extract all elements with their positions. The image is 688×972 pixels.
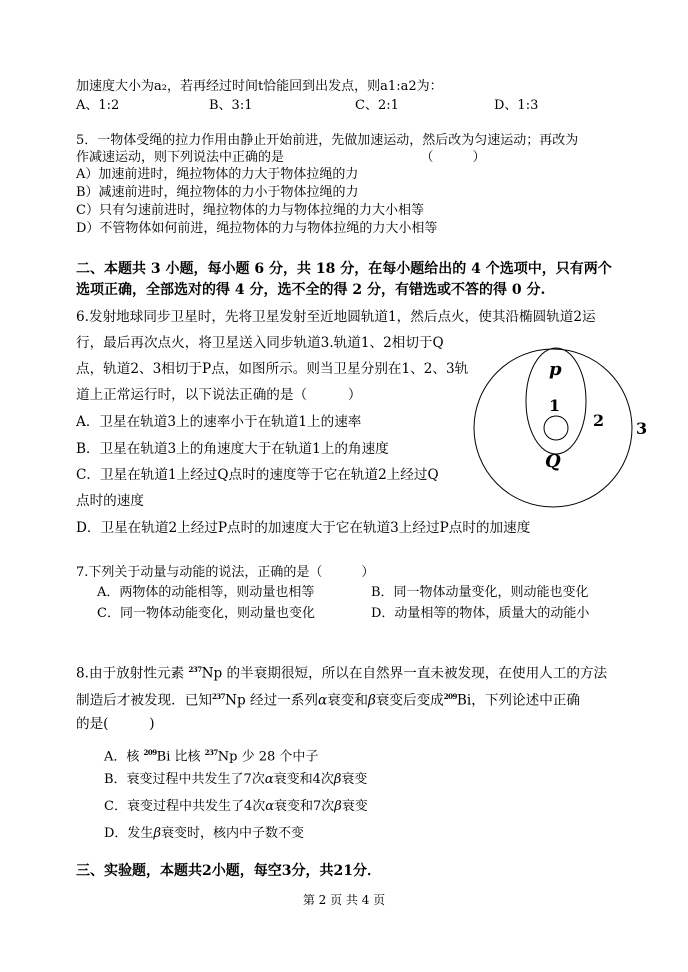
q6-stem-line1: 6.发射地球同步卫星时，先将卫星发射至近地圆轨道1，然后点火，使其沿椭圆轨道2运 bbox=[76, 309, 596, 325]
q8-text: 8.由于放射性元素 bbox=[76, 665, 189, 682]
beta-symbol: β bbox=[153, 826, 161, 841]
label-q: Q bbox=[545, 451, 561, 472]
q8-text: 衰变时，核内中子数不变 bbox=[160, 826, 304, 841]
beta-symbol: β bbox=[334, 799, 342, 814]
q8-text: 比核 bbox=[170, 749, 205, 765]
q7-option-b: B．同一物体动量变化，则动能也变化 bbox=[371, 585, 589, 600]
q6-option-c: C．卫星在轨道1上经过Q点时的速度等于它在轨道2上经过Q bbox=[76, 467, 439, 483]
label-3: 3 bbox=[636, 419, 648, 438]
q8-option-b bbox=[104, 771, 367, 788]
np-mass-number: 237 bbox=[188, 665, 202, 674]
q8-text: 衰变和7次 bbox=[274, 799, 335, 814]
q5-stem-line2: 作减速运动，则下列说法中正确的是 （ ） bbox=[76, 150, 486, 165]
q5-stem-line1: 5．一物体受绳的拉力作用由静止开始前进，先做加速运动，然后改为匀速运动；再改为 bbox=[76, 133, 579, 148]
q8-text: 衰变和 bbox=[327, 692, 368, 709]
q7-option-a: A．两物体的动能相等，则动量也相等 bbox=[97, 585, 315, 600]
q6-stem-line4: 道上正常运行时，以下说法正确的是（ ） bbox=[76, 387, 362, 403]
bi-symbol: Bi bbox=[156, 749, 171, 765]
q8-text: 衰变 bbox=[341, 772, 368, 787]
q8-text: 衰变和4次 bbox=[273, 772, 334, 787]
np-mass-number: 237 bbox=[204, 748, 218, 757]
q7-option-c: C．同一物体动能变化，则动量也变化 bbox=[97, 606, 315, 621]
q4-option-c: C、2:1 bbox=[355, 98, 399, 113]
q8-option-c bbox=[104, 798, 368, 815]
q8-text: 衰变 bbox=[341, 799, 368, 814]
q8-text: 制造后才被发现．已知 bbox=[76, 692, 212, 709]
label-1: 1 bbox=[549, 396, 561, 415]
q6-option-a: A．卫星在轨道3上的速率小于在轨道1上的速率 bbox=[76, 414, 362, 430]
bi-mass-number: 209 bbox=[143, 748, 157, 757]
bi-symbol: Bi bbox=[456, 692, 472, 709]
np-symbol: Np bbox=[217, 749, 238, 765]
q4-option-d: D、1:3 bbox=[494, 98, 539, 113]
q8-text: D．发生 bbox=[104, 826, 154, 841]
page-footer: 第 2 页 共 4 页 bbox=[302, 893, 386, 907]
q8-text: ，下列论述中正确 bbox=[471, 692, 580, 709]
q6-option-c-cont: 点时的速度 bbox=[76, 493, 144, 509]
q7-option-d: D．动量相等的物体，质量大的动能小 bbox=[371, 606, 590, 621]
alpha-symbol: α bbox=[265, 799, 274, 814]
q8-text: C．衰变过程中共发生了4次 bbox=[104, 799, 266, 814]
q8-text: 的半衰期很短，所以在自然界一直未被发现，在使用人工的方法 bbox=[222, 665, 608, 682]
q8-stem-line3: 的是( ) bbox=[76, 716, 155, 732]
q5-option-a: A）加速前进时，绳拉物体的力大于物体拉绳的力 bbox=[76, 167, 359, 182]
label-2: 2 bbox=[593, 411, 605, 430]
bi-mass-number: 209 bbox=[443, 692, 457, 701]
section2-heading-line1: 二、本题共 3 小题，每小题 6 分，共 18 分，在每小题给出的 4 个选项中，只有两个 bbox=[76, 261, 612, 277]
q5-option-b: B）减速前进时，绳拉物体的力小于物体拉绳的力 bbox=[76, 185, 359, 200]
label-p: p bbox=[549, 359, 562, 380]
q6-stem-line2: 行，最后再次点火，将卫星送入同步轨道3.轨道1、2相切于Q bbox=[76, 335, 444, 351]
q6-option-d: D．卫星在轨道2上经过P点时的加速度大于它在轨道3上经过P点时的加速度 bbox=[76, 520, 531, 536]
q6-stem-line3: 点，轨道2、3相切于P点，如图所示。则当卫星分别在1、2、3轨 bbox=[76, 361, 469, 377]
orbit-1-circle bbox=[544, 416, 568, 440]
np-symbol: Np bbox=[225, 692, 246, 709]
alpha-symbol: α bbox=[317, 692, 328, 709]
q8-option-d bbox=[104, 825, 304, 842]
np-mass-number: 237 bbox=[211, 692, 226, 701]
q8-text: B．衰变过程中共发生了7次 bbox=[104, 772, 265, 787]
section2-heading-line2: 选项正确，全部选对的得 4 分，选不全的得 2 分，有错选或不答的得 0 分. bbox=[76, 282, 546, 298]
beta-symbol: β bbox=[367, 692, 376, 709]
q8-stem-line2 bbox=[76, 688, 580, 710]
q8-text: 少 28 个中子 bbox=[237, 749, 319, 765]
q4-option-b: B、3:1 bbox=[209, 98, 253, 113]
q7-stem: 7.下列关于动量与动能的说法，正确的是（ ） bbox=[76, 565, 375, 580]
q8-text: A．核 bbox=[104, 749, 144, 765]
q5-option-c: C）只有匀速前进时，绳拉物体的力与物体拉绳的力大小相等 bbox=[76, 203, 424, 218]
section3-heading: 三、实验题，本题共2小题，每空3分，共21分． bbox=[76, 863, 381, 879]
q8-text: 衰变后变成 bbox=[375, 692, 444, 709]
q8-stem-line1 bbox=[76, 661, 607, 683]
alpha-symbol: α bbox=[264, 772, 274, 787]
q4-option-a: A、1:2 bbox=[76, 98, 120, 113]
q5-option-d: D）不管物体如何前进，绳拉物体的力与物体拉绳的力大小相等 bbox=[76, 221, 438, 236]
q6-option-b: B．卫星在轨道3上的角速度大于在轨道1上的角速度 bbox=[76, 441, 389, 457]
q8-text: 经过一系列 bbox=[245, 692, 318, 709]
q8-option-a bbox=[104, 744, 318, 765]
beta-symbol: β bbox=[333, 772, 342, 787]
np-symbol: Np bbox=[201, 665, 223, 682]
q4-continuation-line: 加速度大小为a₂，若再经过时间t恰能回到出发点，则a1:a2为： bbox=[76, 79, 443, 94]
